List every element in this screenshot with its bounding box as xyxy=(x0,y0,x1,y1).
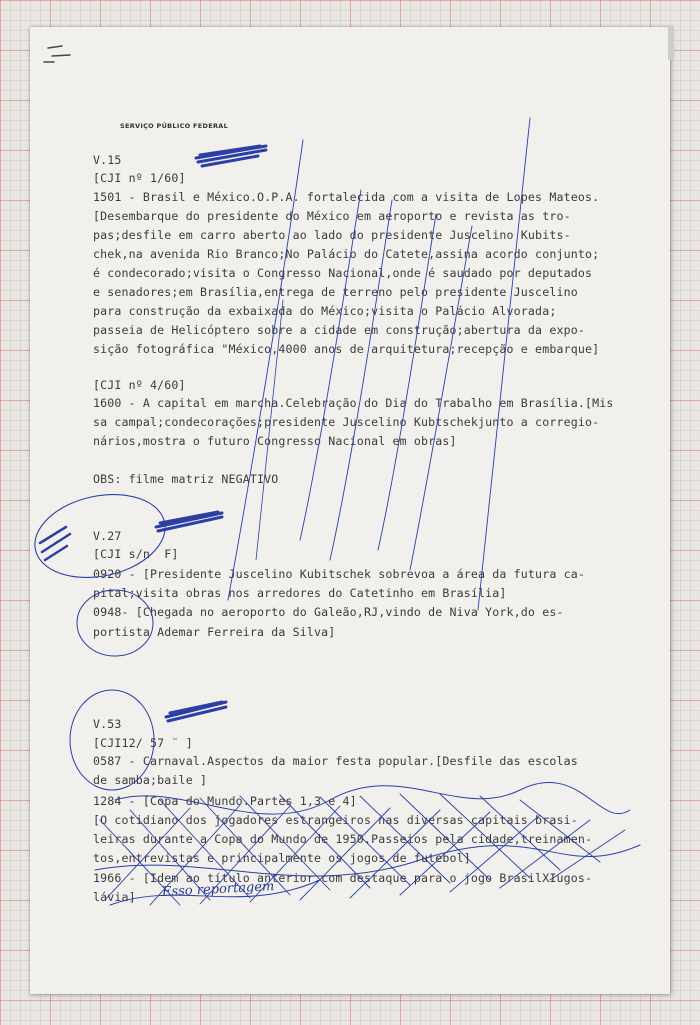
catalog-ref: [CJI nº 4/60] xyxy=(93,378,186,392)
obs-note: OBS: filme matriz NEGATIVO xyxy=(93,472,279,486)
entry-line: [Desembarque do presidente do México em aeroporto e revista as tro- xyxy=(93,209,571,223)
catalog-ref: [CJI12/ 57 ¨ ] xyxy=(93,736,193,750)
entry-line: 0587 - Carnaval.Aspectos da maior festa popular.[Desfile das escolas xyxy=(93,754,578,768)
section-title-v15: V.15 xyxy=(93,153,122,167)
entry-line: tos,entrevistas e principalmente os jogos de futebol] xyxy=(93,851,471,865)
entry-line: é condecorado;visita o Congresso Nacional,onde é saudado por deputados xyxy=(93,266,593,280)
entry-line: portista Ademar Ferreira da Silva] xyxy=(93,625,336,639)
entry-line: e senadores;em Brasília,entrega de terreno pelo presidente Juscelino xyxy=(93,285,578,299)
catalog-ref: [CJI s/n F] xyxy=(93,547,179,561)
entry-line: chek,na avenida Rio Branco;No Palácio do Catete,assina acordo conjunto; xyxy=(93,247,600,261)
section-title-v53: V.53 xyxy=(93,717,122,731)
entry-line: pital;visita obras nos arredores do Catetinho em Brasília] xyxy=(93,586,507,600)
handwritten-note: Esso reportagem xyxy=(161,879,275,900)
paper-edge-strip xyxy=(668,26,674,60)
entry-line: 1600 - A capital em marcha.Celebração do Dia do Trabalho em Brasília.[Mis xyxy=(93,396,614,410)
entry-line: de samba;baile ] xyxy=(93,773,208,787)
entry-line: passeia de Helicóptero sobre a cidade em construção;abertura da expo- xyxy=(93,323,585,337)
entry-line: [O cotidiano dos jogadores estrangeiros nas diversas capitais brasi- xyxy=(93,813,578,827)
document-header: SERVIÇO PÚBLICO FEDERAL xyxy=(120,122,229,130)
entry-line: sição fotográfica "México,4000 anos de arquitetura;recepção e embarque] xyxy=(93,342,600,356)
entry-line: 1966 - [Idem ao título anterior,com destaque para o jogo BrasilXIugos- xyxy=(93,871,593,885)
entry-line: 1501 - Brasil e México.O.P.A. fortalecida com a visita de Lopes Mateos. xyxy=(93,190,600,204)
entry-line: 1284 - [Copa do Mundo.Partes 1,3 e 4] xyxy=(93,794,357,808)
catalog-ref: [CJI nº 1/60] xyxy=(93,171,186,185)
entry-line: lávia] xyxy=(93,890,136,904)
entry-line: sa campal;condecorações;presidente Juscelino Kubtschekjunto a corregio- xyxy=(93,415,600,429)
entry-line: 0948- [Chegada no aeroporto do Galeão,RJ,vindo de Niva York,do es- xyxy=(93,605,564,619)
entry-line: nários,mostra o futuro Congresso Nacional em obras] xyxy=(93,434,457,448)
entry-line: leiras durante a Copa do Mundo de 1950.Passeios pela cidade,treinamen- xyxy=(93,832,593,846)
entry-line: 0920 - [Presidente Juscelino Kubitschek sobrevoa a área da futura ca- xyxy=(93,567,585,581)
entry-line: pas;desfile em carro aberto ao lado do presidente Juscelino Kubits- xyxy=(93,228,571,242)
entry-line: para construção da exbaixada do México;visita o Palácio Alvorada; xyxy=(93,304,557,318)
section-title-v27: V.27 xyxy=(93,529,122,543)
